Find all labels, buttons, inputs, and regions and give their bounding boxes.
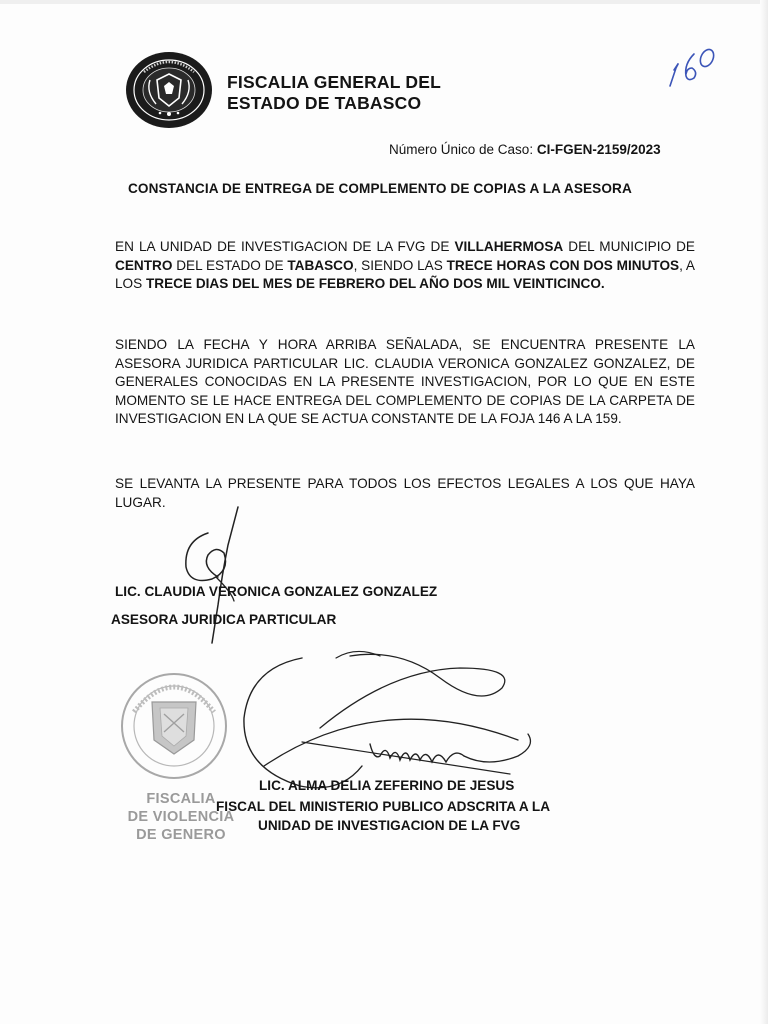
agency-name-line1: FISCALIA GENERAL DEL [227,72,442,92]
agency-name [227,72,441,114]
agency-seal-logo [124,50,214,130]
p1-date: TRECE DIAS DEL MES DE FEBRERO DEL AÑO DOS MIL VEINTICINCO. [145,276,605,292]
stamp-line3: DE GENERO [136,827,226,843]
signatory-fiscal-role-line2: UNIDAD DE INVESTIGACION DE LA FVG [258,818,521,833]
signature-fiscal [240,648,540,798]
p1-city: VILLAHERMOSA [454,239,564,254]
p1-time: TRECE HORAS CON DOS MINUTOS [446,257,680,273]
case-number-value: CI-FGEN-2159/2023 [536,142,661,157]
signatory-fiscal-role-line1: FISCAL DEL MINISTERIO PUBLICO ADSCRITA A LA [216,799,551,814]
p1-text-2: DEL MUNICIPIO DE [563,239,695,254]
p1-text-5: , A LOS [115,257,695,292]
handwritten-page-number [664,40,718,100]
p1-text-3: DEL ESTADO DE [172,257,288,273]
stamp-line1: FISCALIA [146,791,216,807]
scan-edge-right [760,0,768,1024]
paragraph-opening [115,238,695,294]
signatory-asesora-role: ASESORA JURIDICA PARTICULAR [111,612,337,627]
p1-state: TABASCO [287,257,354,273]
scan-edge-top [0,0,768,4]
signatory-fiscal-name: LIC. ALMA DELIA ZEFERINO DE JESUS [259,778,515,793]
stamp-line2: DE VIOLENCIA [127,809,235,825]
paragraph-delivery: SIENDO LA FECHA Y HORA ARRIBA SEÑALADA, SE ENCUENTRA PRESENTE LA ASESORA JURIDICA PARTICULAR LIC. CLAUDIA VERONICA GONZALEZ GONZALEZ, DE GENERALES CONOCIDAS EN LA PRESENTE INVESTIGACION, POR LO QUE EN ESTE MOMENTO SE LE HACE ENTREGA DEL COMPLEMENTO DE COPIAS DE LA CARPETA DE INVESTIGACION EN LA QUE SE ACTUA CONSTANTE DE LA FOJA 146 A LA 159. [115,337,695,427]
agency-name-line2: ESTADO DE TABASCO [227,93,422,113]
p1-text-4: , SIENDO LAS [353,257,447,273]
case-number-label: Número Único de Caso: [389,142,537,157]
paragraph-closing: SE LEVANTA LA PRESENTE PARA TODOS LOS EFECTOS LEGALES A LOS QUE HAYA LUGAR. [115,476,695,510]
case-number-line [389,142,661,157]
document-title: CONSTANCIA DE ENTREGA DE COMPLEMENTO DE COPIAS A LA ASESORA [128,181,632,196]
p1-text-1: EN LA UNIDAD DE INVESTIGACION DE LA FVG DE [115,239,455,254]
p1-municipality: CENTRO [115,257,173,273]
signatory-asesora-name: LIC. CLAUDIA VERONICA GONZALEZ GONZALEZ [115,584,438,599]
